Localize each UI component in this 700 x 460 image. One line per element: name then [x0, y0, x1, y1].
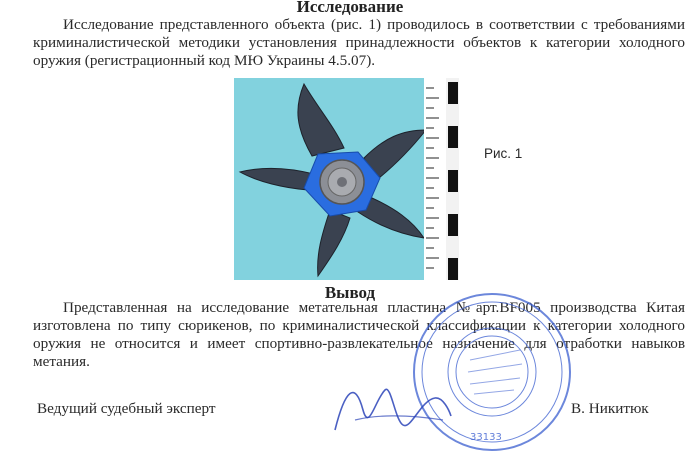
conclusion-heading: Вывод	[324, 283, 376, 302]
conclusion-paragraph: Представленная на исследование метательная пластина №арт.BF005 производства Китая изготовлена по типу сюрикенов, по криминалистической классификации к категории холодного оружия не относится и имеет спортивно-развлекательное назначение для отработки навыков метания.	[33, 299, 685, 370]
expert-name: В. Никитюк	[571, 400, 649, 417]
study-paragraph: Исследование представленного объекта (рис. 1) проводилось в соответствии с требованиями криминалистической методики установления принадлежности объектов к категории холодного оружия (регистрационный код МЮ Украины 4.5.07).	[33, 16, 685, 69]
expert-role: Ведущий судебный эксперт	[37, 400, 216, 417]
study-heading: Исследование	[296, 0, 404, 16]
shuriken-photo	[234, 78, 459, 280]
stamp-number: 33133	[470, 432, 502, 443]
handwritten-signature	[325, 370, 455, 445]
shuriken-image	[234, 78, 459, 280]
figure-caption: Рис. 1	[484, 146, 523, 161]
measurement-ruler	[424, 78, 459, 280]
